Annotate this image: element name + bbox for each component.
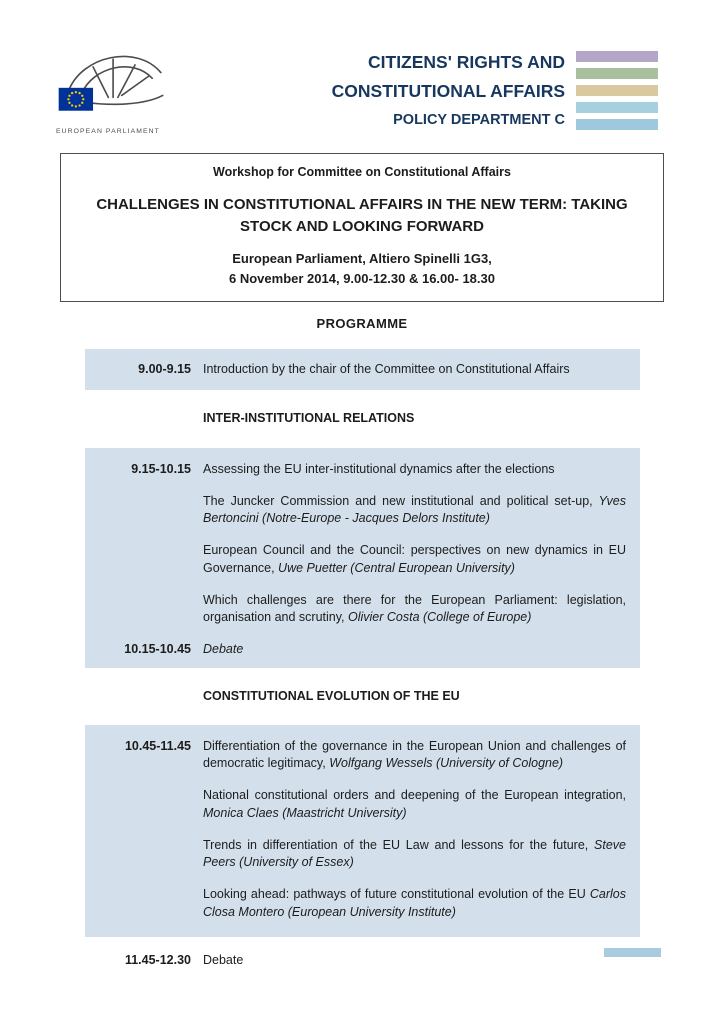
item-speaker: Uwe Puetter (Central European University)	[278, 560, 515, 575]
workshop-banner	[60, 153, 664, 302]
logo-caption: EUROPEAN PARLIAMENT	[56, 128, 160, 135]
section-heading-constitutional-evolution: CONSTITUTIONAL EVOLUTION OF THE EU	[203, 688, 460, 703]
venue-line2: 6 November 2014, 9.00-12.30 & 16.00- 18.30	[229, 270, 495, 286]
programme-item	[85, 542, 640, 577]
item-paragraph	[191, 837, 640, 872]
item-text: Differentiation of the governance in the European Union and challenges of democratic legitimacy,	[203, 738, 626, 770]
section-heading-inter-institutional: INTER-INSTITUTIONAL RELATIONS	[203, 411, 415, 426]
accent-bar-tan	[576, 85, 658, 96]
item-speaker: Monica Claes (Maastricht University)	[203, 805, 407, 820]
item-paragraph	[191, 493, 640, 528]
item-text: Trends in differentiation of the EU Law and lessons for the future,	[203, 837, 595, 852]
time-label: 10.45-11.45	[124, 738, 191, 753]
item-speaker: Yves Bertoncini (Notre-Europe - Jacques Delors Institute)	[203, 493, 626, 525]
programme-heading: PROGRAMME	[316, 316, 408, 331]
department-title-line1: CITIZENS' RIGHTS AND	[368, 52, 565, 72]
item-speaker: Carlos Closa Montero (European University Institute)	[203, 887, 626, 919]
item-text: Looking ahead: pathways of future constitutional evolution of the EU	[203, 887, 590, 902]
item-paragraph	[191, 592, 640, 627]
programme-row-intro	[85, 349, 640, 390]
item-text: European Council and the Council: perspectives on new dynamics in EU Governance,	[203, 543, 626, 575]
masthead	[0, 0, 724, 135]
time-label: 9.15-10.15	[131, 461, 191, 476]
workshop-line: Workshop for Committee on Constitutional Affairs	[213, 165, 511, 179]
item-text: Which challenges are there for the European Parliament: legislation, organisation and scrutiny,	[203, 592, 626, 624]
department-title-line2: CONSTITUTIONAL AFFAIRS	[331, 81, 565, 101]
time-label: 10.15-10.45	[124, 642, 191, 657]
accent-bar-purple	[576, 51, 658, 62]
venue-line1: European Parliament, Altiero Spinelli 1G3,	[232, 251, 492, 266]
accent-bars	[576, 42, 658, 130]
item-speaker: Olivier Costa (College of Europe)	[348, 610, 532, 624]
footer-accent-bar	[604, 948, 661, 957]
time-label-empty	[85, 542, 191, 577]
hemicycle-logo-icon	[52, 42, 178, 126]
programme-item	[85, 592, 640, 627]
row-text: Debate	[203, 642, 244, 657]
workshop-title: CHALLENGES IN CONSTITUTIONAL AFFAIRS IN THE NEW TERM: TAKING STOCK AND LOOKING FORWARD	[96, 196, 628, 235]
time-label-empty	[85, 787, 191, 822]
time-label: 11.45-12.30	[124, 952, 191, 967]
accent-bar-green	[576, 68, 658, 79]
programme-item	[85, 738, 640, 773]
time-label-empty	[85, 886, 191, 921]
programme-block-section1	[85, 448, 640, 668]
programme-item	[85, 886, 640, 921]
accent-bar-blue	[576, 102, 658, 113]
row-text: Assessing the EU inter-institutional dynamics after the elections	[203, 461, 555, 476]
item-speaker: Steve Peers (University of Essex)	[203, 837, 626, 869]
programme-row-final-debate	[85, 950, 640, 971]
row-text: Debate	[203, 952, 244, 967]
item-speaker: Wolfgang Wessels (University of Cologne)	[329, 756, 564, 770]
time-label-empty	[85, 837, 191, 872]
programme-item	[85, 493, 640, 528]
department-subtitle: POLICY DEPARTMENT C	[393, 112, 565, 128]
programme-row-lead	[85, 461, 640, 478]
programme-block-section2	[85, 725, 640, 937]
european-parliament-logo	[52, 42, 184, 135]
programme	[85, 349, 640, 971]
department-title-block	[332, 42, 565, 131]
time-label-empty	[85, 592, 191, 627]
programme-item	[85, 837, 640, 872]
item-paragraph	[191, 738, 640, 773]
time-label-empty	[85, 493, 191, 528]
row-text: Introduction by the chair of the Committee on Constitutional Affairs	[203, 362, 570, 376]
accent-bar-lightblue	[576, 119, 658, 130]
programme-row-debate	[85, 641, 640, 658]
item-text: National constitutional orders and deepening of the European integration,	[203, 788, 626, 803]
time-label: 9.00-9.15	[138, 362, 191, 376]
item-paragraph	[191, 787, 640, 822]
item-paragraph	[191, 542, 640, 577]
item-paragraph	[191, 886, 640, 921]
programme-item	[85, 787, 640, 822]
item-text: The Juncker Commission and new institutional and political set-up,	[203, 493, 599, 508]
